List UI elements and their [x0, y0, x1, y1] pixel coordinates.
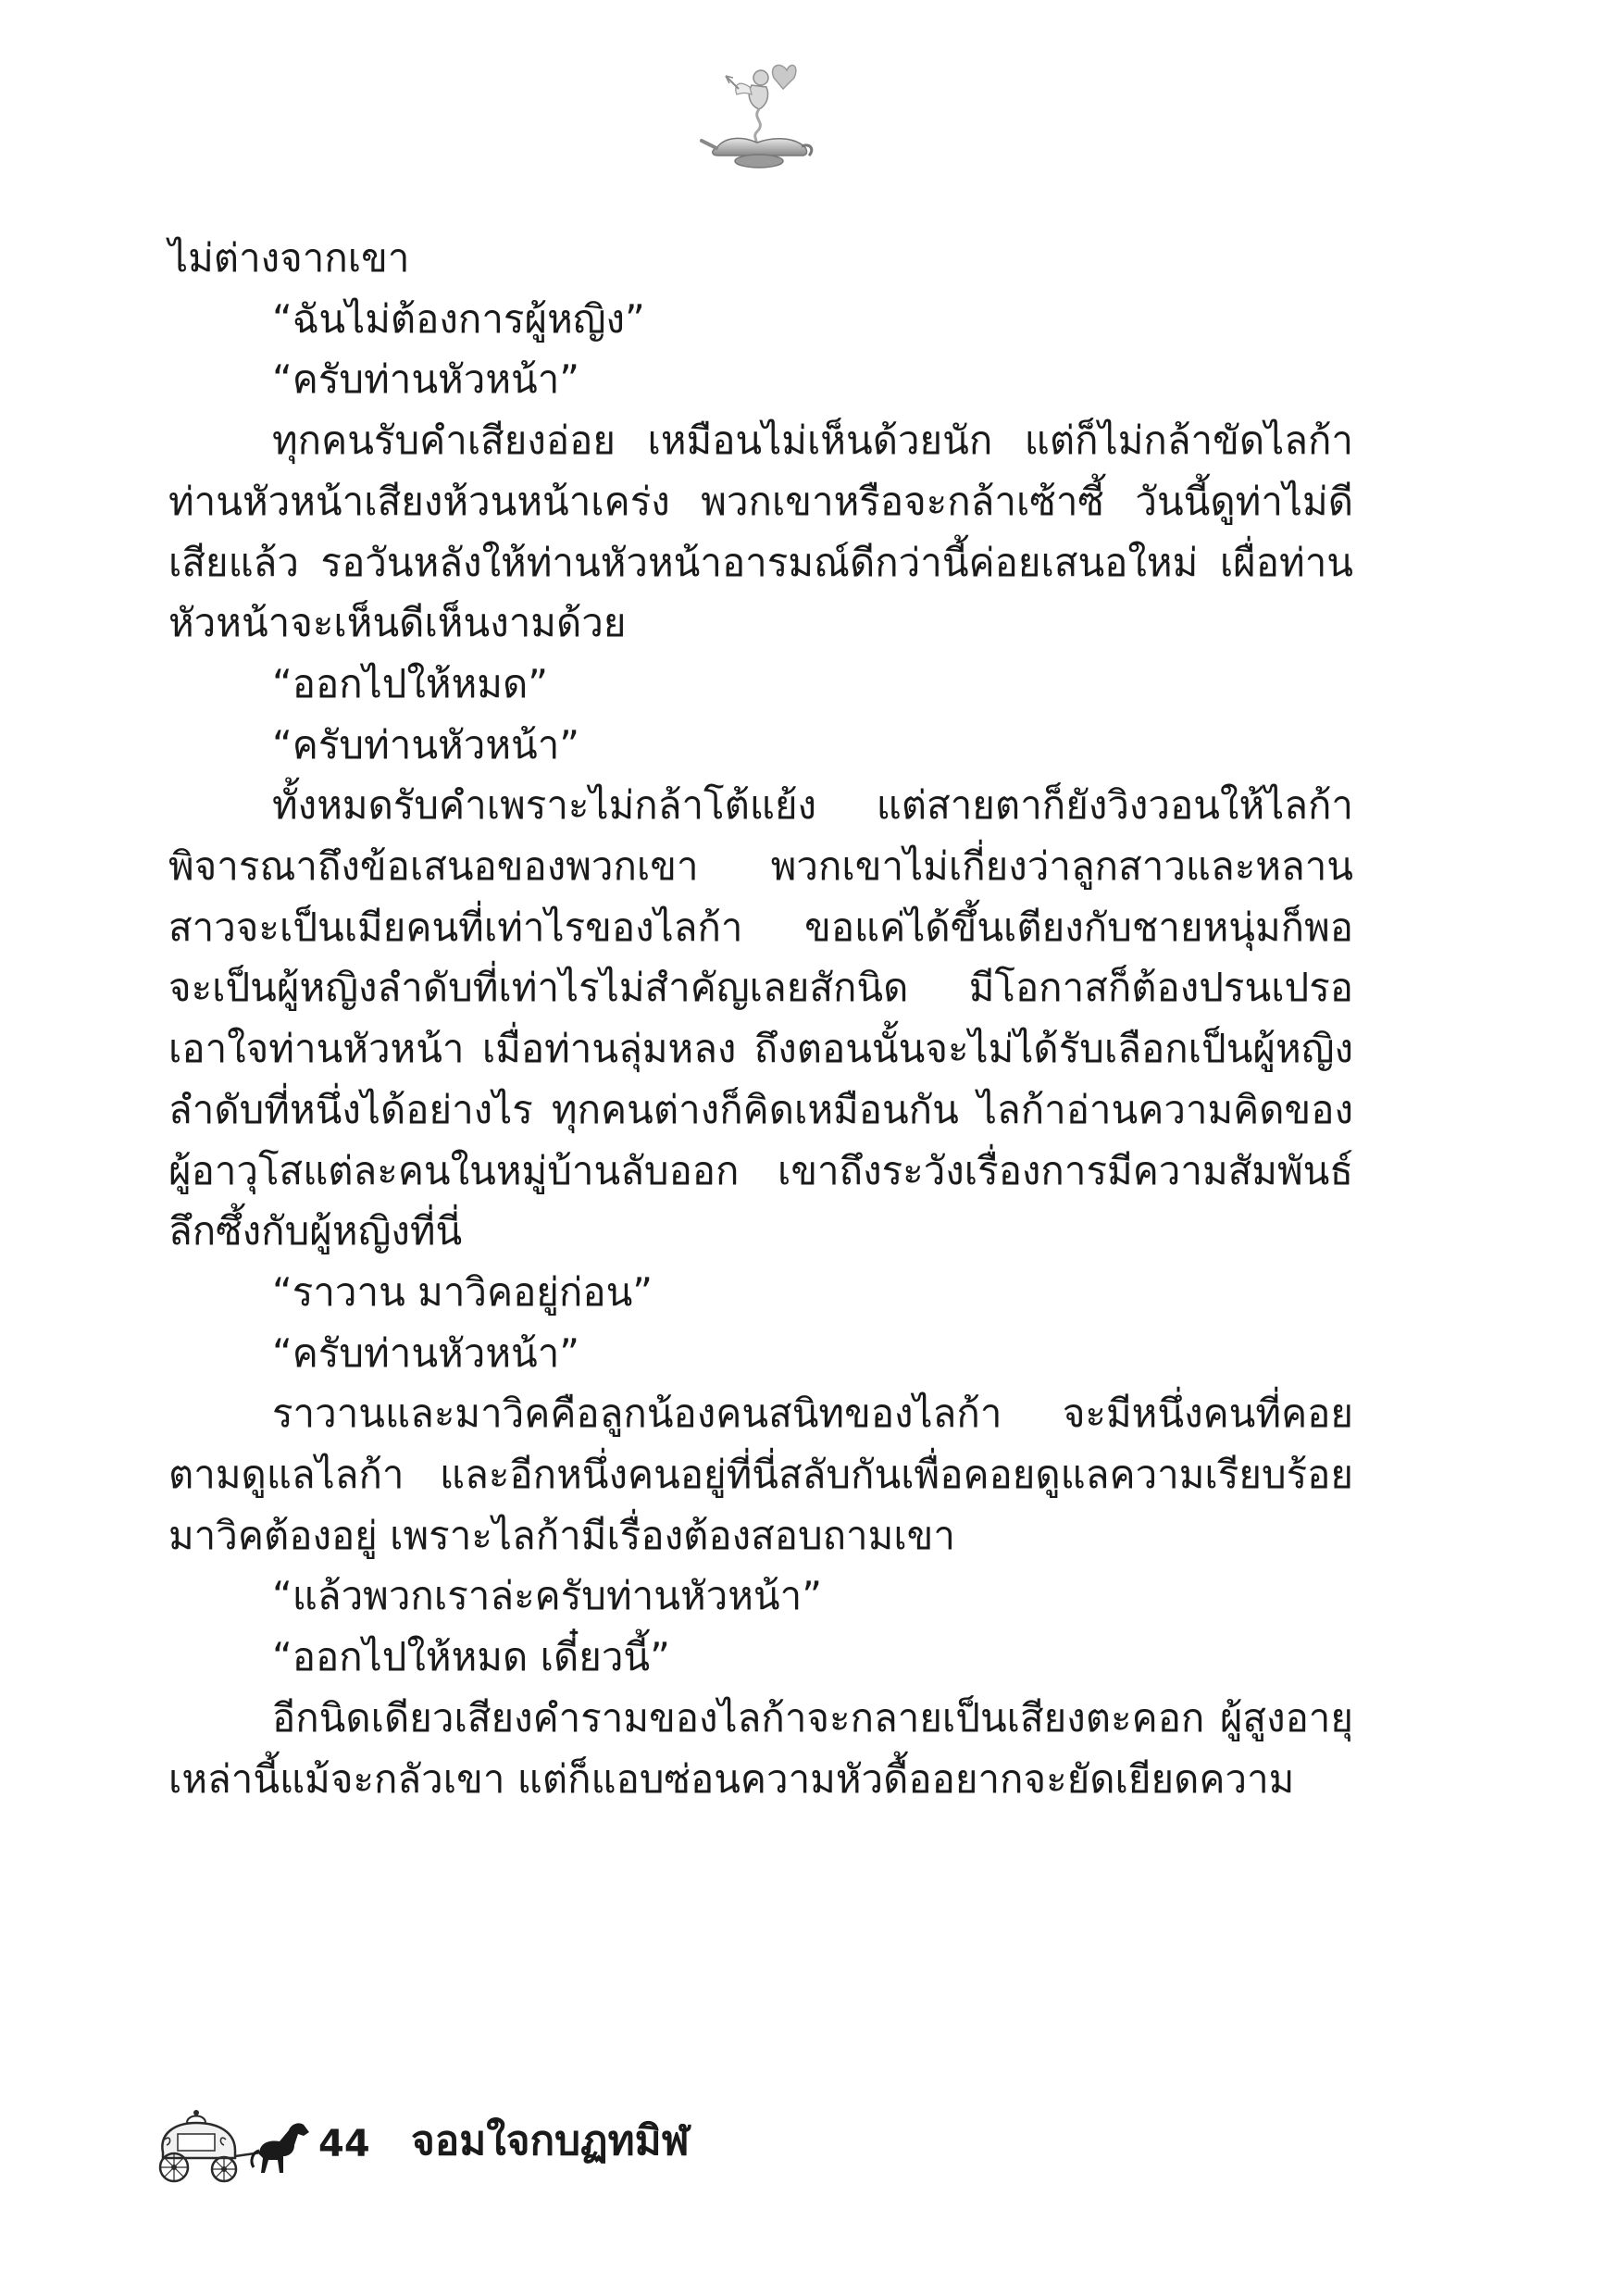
paragraph-3: “ครับท่านหัวหน้า” — [272, 356, 580, 403]
cupid-genie-lamp-icon — [698, 57, 818, 173]
paragraph-5: “ออกไปให้หมด” — [272, 660, 549, 706]
body-text — [168, 228, 1353, 1809]
page-footer — [150, 2097, 983, 2190]
paragraph-2: “ฉันไม่ต้องการผู้หญิง” — [272, 295, 645, 342]
book-title: จอมใจกบฏทมิฬ — [411, 2117, 690, 2165]
paragraph-7: ทั้งหมดรับคำเพราะไม่กล้าโต้แย้ง แต่สายตาก็ยังวิงวอนให้ไลก้าพิจารณาถึงข้อเสนอของพวกเขา พวกเขาไม่เกี่ยงว่าลูกสาวและหลานสาวจะเป็นเมียคนที่เท่าไรของไลก้า ขอแค่ได้ขึ้นเตียงกับชายหนุ่มก็พอ จะเป็นผู้หญิงลำดับที่เท่าไรไม่สำคัญเลยสักนิด มีโอกาสก็ต้องปรนเปรอ เอาใจท่านหัวหน้า เมื่อท่านลุ่มหลง ถึงตอนนั้นจะไม่ได้รับเลือกเป็นผู้หญิงลำดับที่หนึ่งได้อย่างไร ทุกคนต่างก็คิดเหมือนกัน ไลก้าอ่านความคิดของผู้อาวุโสแต่ละคนในหมู่บ้านลับออก เขาถึงระวังเรื่องการมีความสัมพันธ์ลึกซึ้งกับผู้หญิงที่นี่ — [168, 782, 1353, 1254]
paragraph-12: “ออกไปให้หมด เดี๋ยวนี้” — [272, 1634, 670, 1680]
paragraph-13: อีกนิดเดียวเสียงคำรามของไลก้าจะกลายเป็นเสียงตะคอก ผู้สูงอายุเหล่านี้แม้จะกลัวเขา แต่ก็แอบซ่อนความหัวดื้ออยากจะยัดเยียดความ — [168, 1694, 1353, 1802]
horse-carriage-icon — [150, 2106, 312, 2185]
paragraph-4: ทุกคนรับคำเสียงอ่อย เหมือนไม่เห็นด้วยนัก แต่ก็ไม่กล้าขัดไลก้า ท่านหัวหน้าเสียงห้วนหน้าเคร่ง พวกเขาหรือจะกล้าเซ้าซี้ วันนี้ดูท่าไม่ดีเสียแล้ว รอวันหลังให้ท่านหัวหน้าอารมณ์ดีกว่านี้ค่อยเสนอใหม่ เผื่อท่านหัวหน้าจะเห็นดีเห็นงามด้วย — [168, 418, 1353, 646]
paragraph-1: ไม่ต่างจากเขา — [168, 235, 410, 281]
paragraph-10: ราวานและมาวิคคือลูกน้องคนสนิทของไลก้า จะมีหนึ่งคนที่คอยตามดูแลไลก้า และอีกหนึ่งคนอยู่ที่นี่สลับกันเพื่อคอยดูแลความเรียบร้อย มาวิคต้องอยู่ เพราะไลก้ามีเรื่องต้องสอบถามเขา — [168, 1391, 1353, 1558]
page-number: 44 — [318, 2123, 370, 2165]
paragraph-9: “ครับท่านหัวหน้า” — [272, 1329, 580, 1376]
paragraph-8: “ราวาน มาวิคอยู่ก่อน” — [272, 1268, 653, 1315]
paragraph-6: “ครับท่านหัวหน้า” — [272, 721, 580, 767]
paragraph-11: “แล้วพวกเราล่ะครับท่านหัวหน้า” — [272, 1573, 822, 1619]
